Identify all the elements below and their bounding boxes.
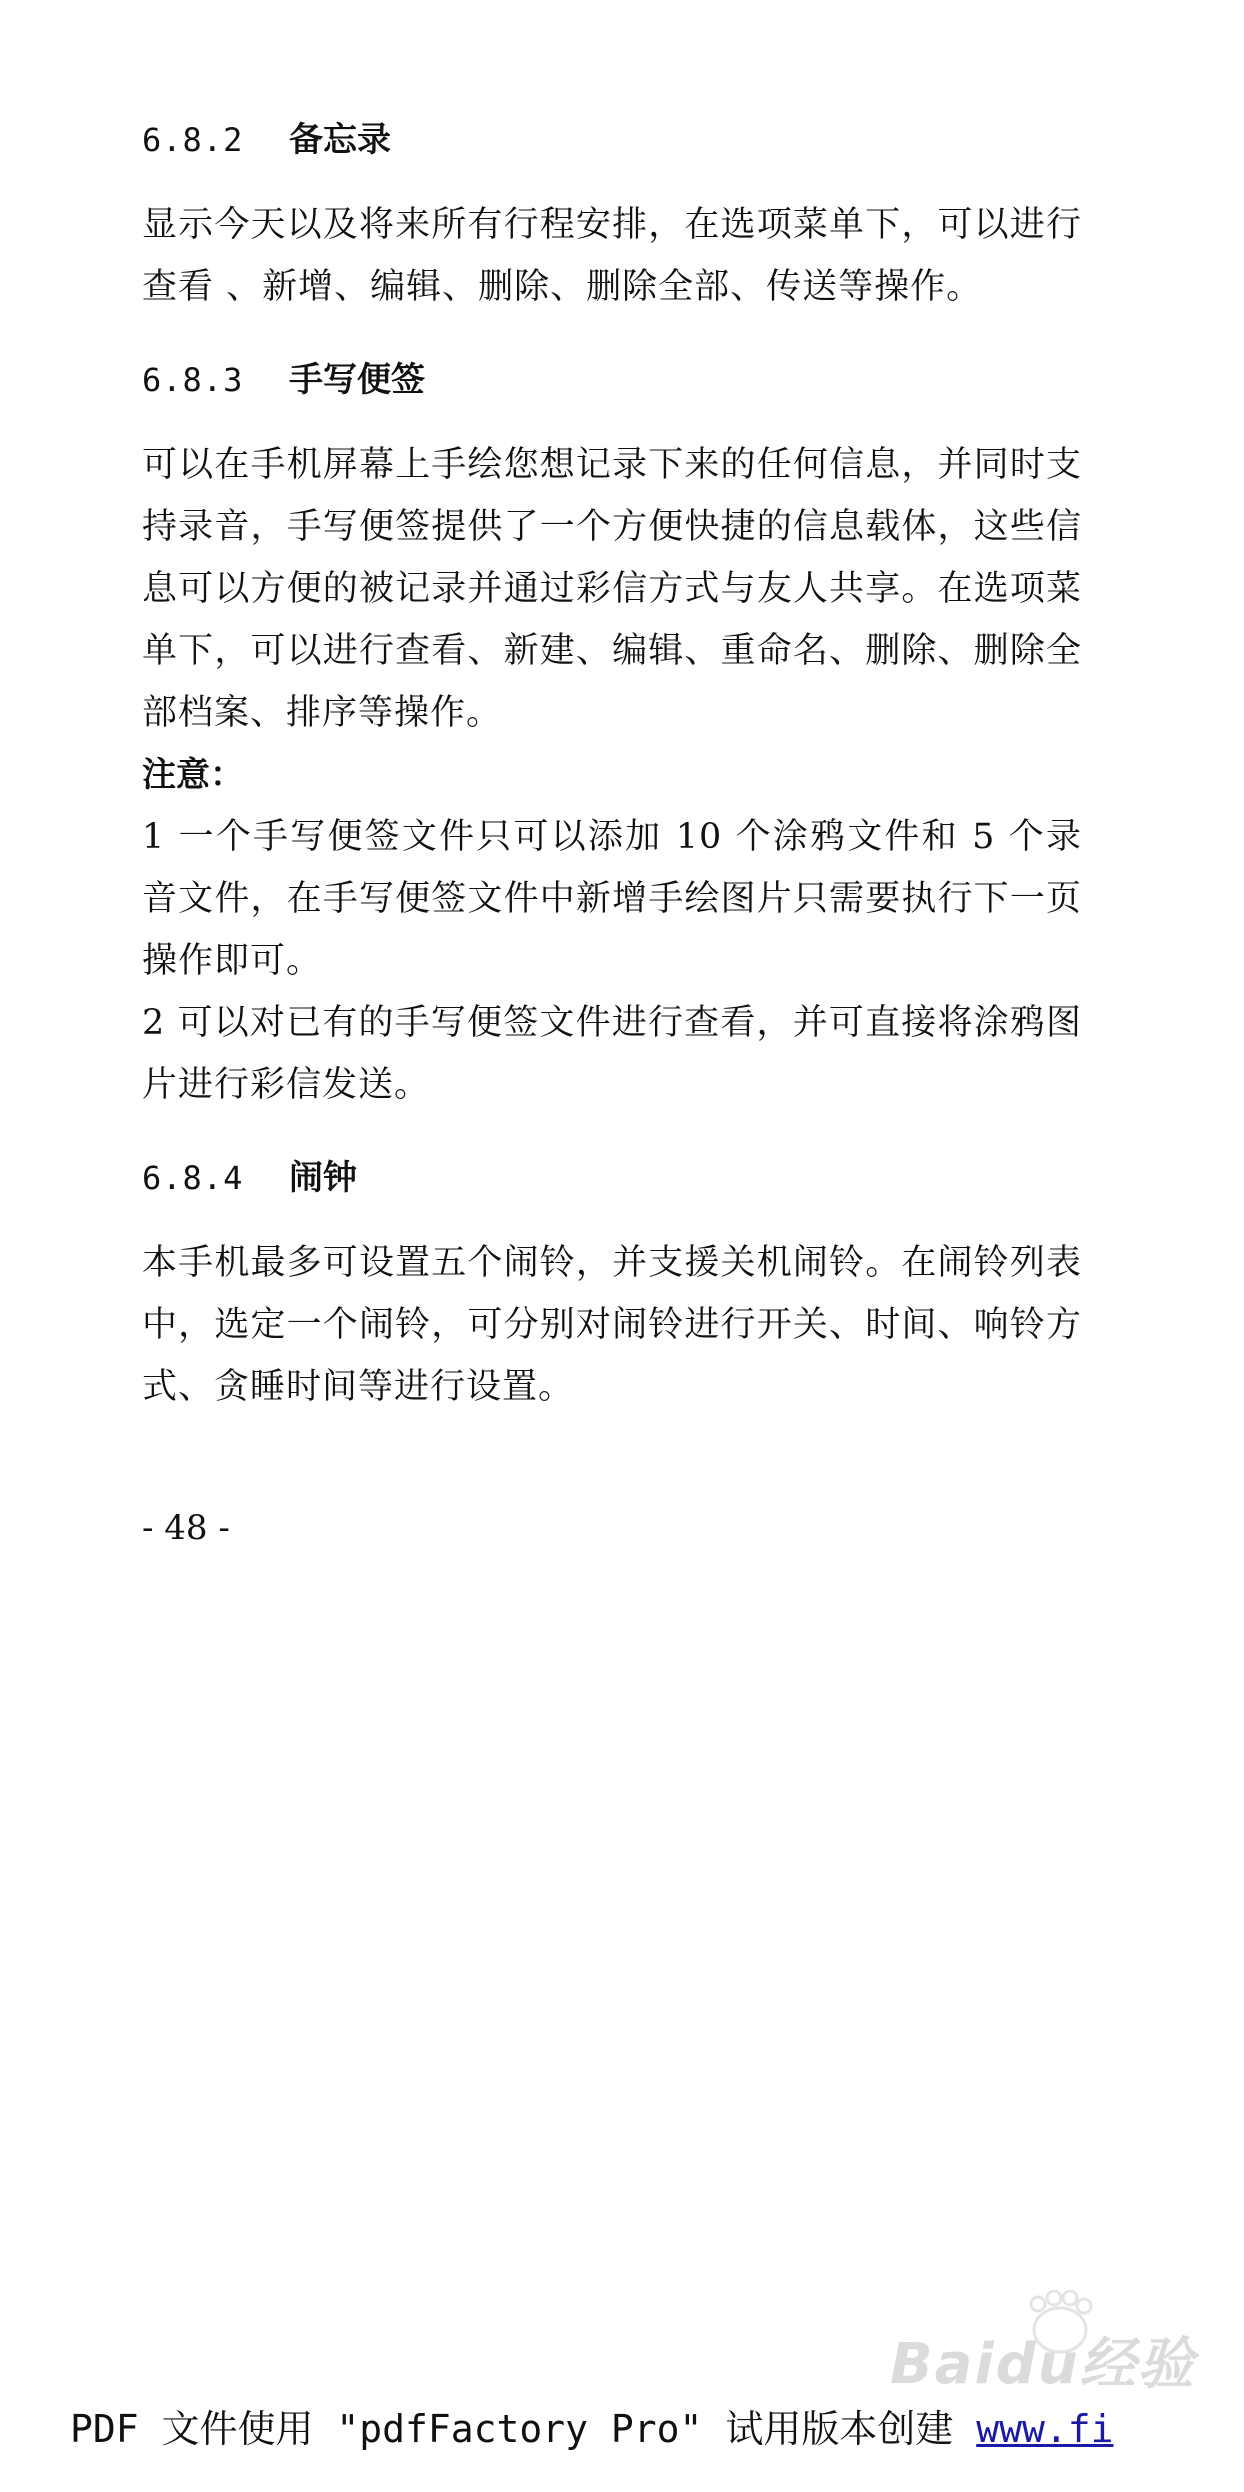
- section-title: 备忘录: [289, 120, 391, 160]
- note-item: 1 一个手写便签文件只可以添加 10 个涂鸦文件和 5 个录音文件，在手写便签文件中新增手绘图片只需要执行下一页操作即可。: [142, 817, 1082, 981]
- section-paragraph: 本手机最多可设置五个闹铃，并支援关机闹铃。在闹铃列表中，选定一个闹铃，可分别对闹铃进行开关、时间、响铃方式、贪睡时间等进行设置。: [142, 1243, 1082, 1407]
- section-number: 6.8.3: [142, 361, 244, 399]
- footer-text: PDF 文件使用 "pdfFactory Pro" 试用版本创建: [70, 2407, 977, 2451]
- section-number: 6.8.2: [142, 121, 244, 159]
- note-item: 2 可以对已有的手写便签文件进行查看，并可直接将涂鸦图片进行彩信发送。: [142, 1003, 1082, 1105]
- footer-link[interactable]: www.fi: [976, 2407, 1114, 2451]
- section-paragraph: 可以在手机屏幕上手绘您想记录下来的任何信息，并同时支持录音，手写便签提供了一个方便快捷的信息载体，这些信息可以方便的被记录并通过彩信方式与友人共享。在选项菜单下，可以进行查看、新建、编辑、重命名、删除、删除全部档案、排序等操作。: [142, 445, 1082, 733]
- section-heading-alarm: [142, 1150, 1082, 1210]
- note-label: 注意：: [142, 755, 244, 795]
- document-body: [142, 112, 1082, 1418]
- section-paragraph: 显示今天以及将来所有行程安排，在选项菜单下，可以进行查看 、新增、编辑、删除、删除全部、传送等操作。: [142, 205, 1082, 307]
- section-heading-memo: [142, 112, 1082, 172]
- watermark-text: Baidu经验: [890, 2332, 1196, 2397]
- section-number: 6.8.4: [142, 1159, 244, 1197]
- page-number: - 48 -: [142, 1508, 230, 1548]
- baidu-watermark-logo: [870, 2290, 1200, 2400]
- section-heading-handwriting-notes: [142, 352, 1082, 412]
- section-title: 手写便签: [289, 360, 425, 400]
- section-title: 闹钟: [289, 1158, 357, 1198]
- pdf-footer: [70, 2398, 1113, 2453]
